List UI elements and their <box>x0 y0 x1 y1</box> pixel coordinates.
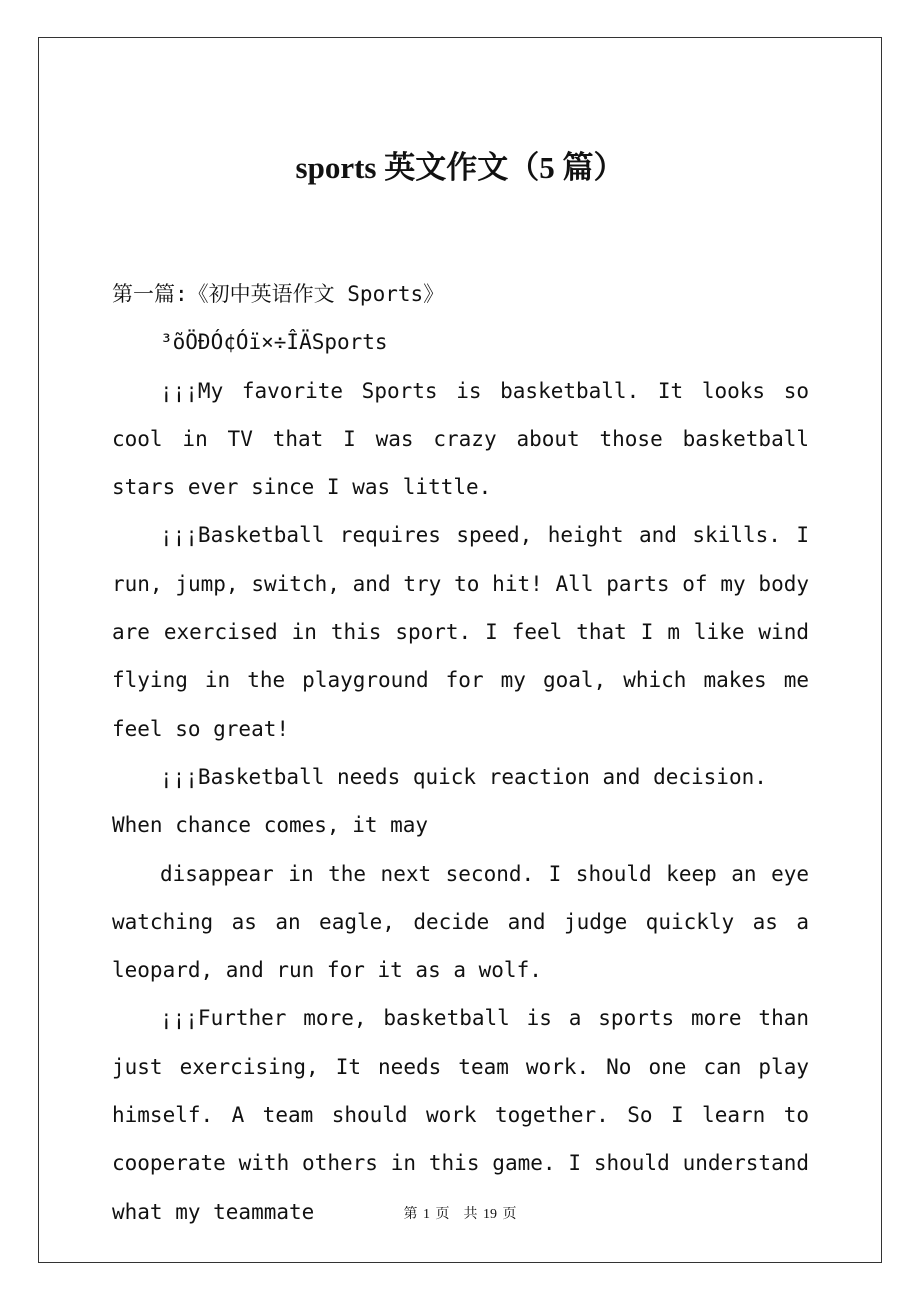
document-title: sports 英文作文（5 篇） <box>295 150 625 185</box>
page-footer <box>0 1206 920 1224</box>
paragraph-4: disappear in the next second. I should keep an eye watching as an eagle, decide and judge quickly as a leopard, and run for it as a wolf. <box>112 861 809 983</box>
garbled-subtitle: ³õÖÐÓ¢Óï×÷ÎÄSports <box>160 330 388 355</box>
document-body <box>112 270 809 1236</box>
section-heading: 第一篇:《初中英语作文 Sports》 <box>112 282 445 306</box>
paragraph-5: ¡¡¡Further more, basketball is a sports more than just exercising, It needs team work. No one can play himself. A team should work together. So I learn to cooperate with others in this game. I should understand what my teammate <box>112 1006 809 1224</box>
page-total: 共 19 页 <box>463 1207 517 1222</box>
paragraph-3: ¡¡¡Basketball needs quick reaction and decision. When chance comes, it may <box>112 764 767 838</box>
paragraph-2: ¡¡¡Basketball requires speed, height and skills. I run, jump, switch, and try to hit! All parts of my body are exercised in this sport. I feel that I m like wind flying in the playground for my goal, which makes me feel so great! <box>112 523 809 741</box>
page-number: 第 1 页 <box>403 1207 450 1222</box>
paragraph-1: ¡¡¡My favorite Sports is basketball. It looks so cool in TV that I was crazy about those basketball stars ever since I was little. <box>112 378 809 500</box>
